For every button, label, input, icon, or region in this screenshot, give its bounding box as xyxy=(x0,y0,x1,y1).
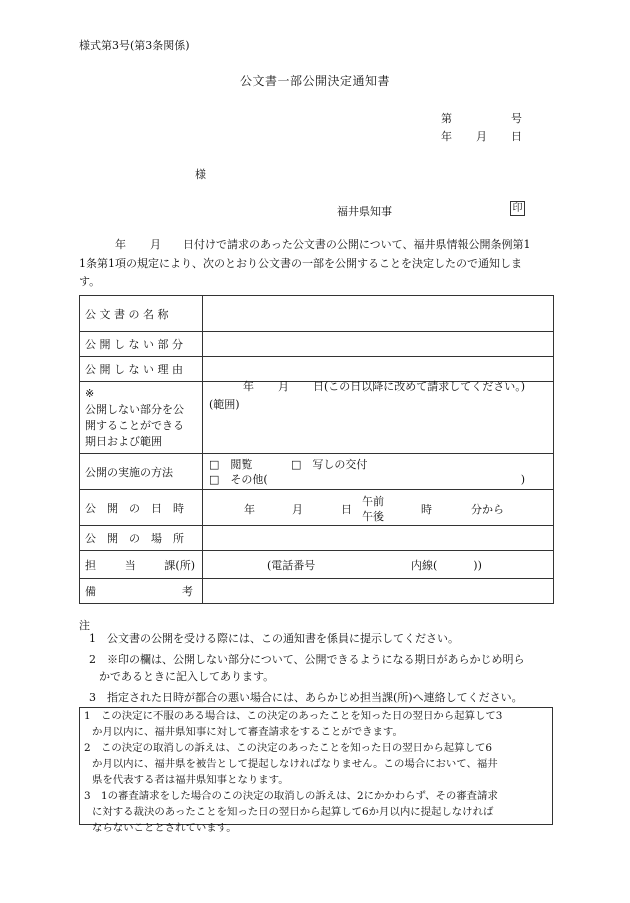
doc-number-dai: 第 xyxy=(441,112,452,125)
label-remarks: 備 考 xyxy=(80,579,203,604)
notes-heading: 注 xyxy=(79,619,90,632)
value-disclosure-period[interactable] xyxy=(203,382,554,454)
method-view-checkbox[interactable]: □ 閲覧 xyxy=(209,457,253,471)
row-disclosure-method xyxy=(80,454,554,490)
method-other-checkbox[interactable]: □ その他( xyxy=(209,472,268,486)
note-2b: かであるときに記入してあります。 xyxy=(99,670,275,683)
value-doc-name[interactable] xyxy=(203,296,554,332)
body-line-1: 年 月 日付けで請求のあった公文書の公開について、福井県情報公開条例第1 xyxy=(115,238,531,251)
value-undisclosed-part[interactable] xyxy=(203,332,554,357)
appeal-line-2: か月以内に、福井県知事に対して審査請求をすることができます。 xyxy=(92,726,403,738)
row-disclosure-datetime xyxy=(80,490,554,526)
value-remarks[interactable] xyxy=(203,579,554,604)
period-scope: (範囲) xyxy=(209,398,240,411)
row-doc-name xyxy=(80,296,554,332)
extension-close: )) xyxy=(473,558,482,572)
period-year: 年 xyxy=(243,380,254,393)
label-disclosure-period xyxy=(80,382,203,454)
body-line-2: 1条第1項の規定により、次のとおり公文書の一部を公開することを決定したので通知しま xyxy=(79,256,522,270)
phone-label: (電話番号 xyxy=(267,558,316,572)
note-3: 3 指定された日時が都合の悪い場合には、あらかじめ担当課(所)へ連絡してください。 xyxy=(89,690,523,704)
doc-date-day: 日 xyxy=(511,130,522,143)
period-day: 日(この日以降に改めて請求してください。) xyxy=(313,380,526,393)
datetime-month: 月 xyxy=(292,502,303,516)
seal-mark: 印 xyxy=(510,201,525,216)
label-staff-section: 担 当 課(所) xyxy=(80,551,203,579)
note-1: 1 公文書の公開を受ける際には、この通知書を係員に提示してください。 xyxy=(89,632,459,645)
appeal-line-8: ならないこととされています。 xyxy=(92,822,237,834)
appeal-line-5: 県を代表する者は福井県知事となります。 xyxy=(92,774,289,786)
period-mark: ※ xyxy=(85,386,95,400)
datetime-am: 午前 xyxy=(362,494,384,508)
value-disclosure-place[interactable] xyxy=(203,526,554,551)
disclosure-table xyxy=(79,295,554,604)
datetime-from: 分から xyxy=(471,502,504,516)
datetime-day: 日 xyxy=(341,502,352,516)
doc-date-year: 年 xyxy=(441,130,452,143)
row-remarks xyxy=(80,579,554,604)
period-month: 月 xyxy=(278,380,289,393)
row-undisclosed-part xyxy=(80,332,554,357)
value-disclosure-datetime[interactable] xyxy=(203,490,554,526)
row-staff-section xyxy=(80,551,554,579)
doc-date-month: 月 xyxy=(476,130,487,143)
row-disclosure-period xyxy=(80,382,554,454)
appeal-line-1: 1 この決定に不服のある場合は、この決定のあったことを知った日の翌日から起算して3 xyxy=(84,710,503,722)
appeal-line-3: 2 この決定の取消しの訴えは、この決定のあったことを知った日の翌日から起算して6 xyxy=(84,742,492,754)
document-title: 公文書一部公開決定通知書 xyxy=(239,74,390,88)
form-number-label: 様式第3号(第3条関係) xyxy=(79,39,190,52)
appeal-line-6: 3 1の審査請求をした場合のこの決定の取消しの訴えは、2にかかわらず、その審査請求 xyxy=(84,790,498,802)
addressee-suffix: 様 xyxy=(195,168,206,181)
label-disclosure-datetime: 公 開 の 日 時 xyxy=(80,490,203,526)
row-disclosure-place xyxy=(80,526,554,551)
label-undisclosed-part: 公 開 し な い 部 分 xyxy=(80,332,203,357)
label-undisclosed-reason: 公 開 し な い 理 由 xyxy=(80,357,203,382)
body-line-3: す。 xyxy=(79,275,101,288)
label-disclosure-method: 公開の実施の方法 xyxy=(80,454,203,490)
issuer-name: 福井県知事 xyxy=(337,205,392,218)
extension-label: 内線( xyxy=(411,558,438,572)
note-2a: 2 ※印の欄は、公開しない部分について、公開できるようになる期日があらかじめ明ら xyxy=(89,652,525,666)
label-disclosure-place: 公 開 の 場 所 xyxy=(80,526,203,551)
method-other-close: ) xyxy=(520,472,525,486)
datetime-pm: 午後 xyxy=(362,509,384,523)
datetime-hour: 時 xyxy=(421,502,432,516)
notice-body xyxy=(79,236,553,292)
method-copy-checkbox[interactable]: □ 写しの交付 xyxy=(291,457,368,471)
period-label-1: 公開しない部分を公 xyxy=(85,402,184,416)
label-doc-name: 公 文 書 の 名 称 xyxy=(80,296,203,332)
period-label-3: 期日および範囲 xyxy=(85,434,162,448)
doc-number-go: 号 xyxy=(511,112,522,125)
appeal-notice-box xyxy=(79,707,553,834)
appeal-line-4: か月以内に、福井県を被告として提起しなければなりません。この場合において、福井 xyxy=(92,758,498,770)
period-label-2: 開することができる xyxy=(85,418,184,432)
notes-list xyxy=(79,628,553,706)
value-disclosure-method xyxy=(203,454,554,490)
appeal-line-7: に対する裁決のあったことを知った日の翌日から起算して6か月以内に提起しなければ xyxy=(92,806,494,818)
value-staff-section[interactable] xyxy=(203,551,554,579)
datetime-year: 年 xyxy=(244,502,255,516)
